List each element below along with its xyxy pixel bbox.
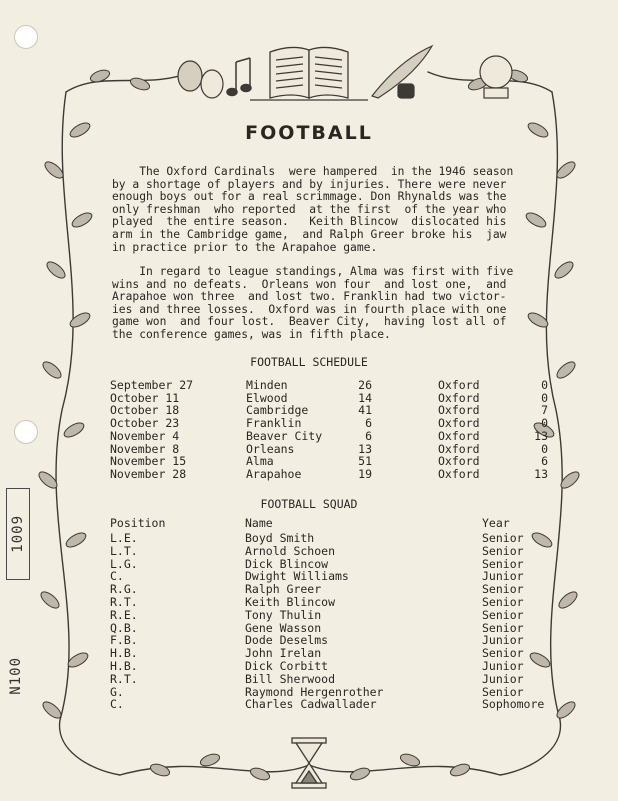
team-score: 13 — [534, 428, 548, 443]
player-position: C. — [110, 569, 124, 584]
opponent-score: 6 — [365, 416, 372, 431]
squad-row — [0, 659, 618, 672]
game-date: November 15 — [110, 454, 187, 469]
team-name: Oxford — [438, 403, 480, 418]
opponent-score: 26 — [358, 378, 372, 392]
team-score: 0 — [541, 416, 548, 431]
schedule-row — [0, 442, 618, 455]
player-year: Senior — [482, 684, 524, 699]
opponent-score: 13 — [358, 441, 372, 456]
squad-heading: FOOTBALL SQUAD — [260, 497, 358, 511]
squad-row — [0, 531, 618, 544]
opponent-name: Franklin — [246, 416, 302, 431]
squad-row — [0, 633, 618, 646]
catalog-code-text: N100 — [8, 657, 24, 695]
team-name: Oxford — [438, 466, 480, 481]
player-position: R.T. — [110, 595, 138, 609]
paragraph-line: in practice prior to the Arapahoe game. — [112, 240, 378, 254]
opponent-name: Alma — [246, 454, 274, 469]
paragraph-2 — [112, 266, 530, 342]
quill-icon — [372, 46, 432, 98]
game-date: November 4 — [110, 428, 180, 443]
squad-row — [0, 621, 618, 634]
opponent-score: 51 — [358, 454, 372, 469]
squad-row — [0, 672, 618, 685]
opponent-score: 14 — [358, 390, 372, 405]
paragraph-line: only freshman who reported at the first of the year who — [112, 202, 507, 216]
page-title: FOOTBALL — [245, 122, 373, 144]
player-year: Senior — [482, 543, 524, 558]
team-name: Oxford — [438, 428, 480, 443]
player-year: Senior — [482, 556, 524, 571]
opponent-name: Orleans — [246, 441, 295, 456]
game-date: October 11 — [110, 390, 180, 405]
schedule-row — [0, 378, 618, 391]
player-year: Junior — [482, 659, 524, 673]
team-name: Oxford — [438, 416, 480, 431]
player-position: Q.B. — [110, 620, 138, 635]
globe-icon — [480, 56, 512, 98]
squad-header-row — [0, 516, 618, 529]
player-position: L.E. — [110, 531, 138, 545]
player-year: Junior — [482, 633, 524, 648]
game-date: October 18 — [110, 403, 180, 418]
player-name: Keith Blincow — [245, 595, 336, 609]
player-name: Boyd Smith — [245, 531, 315, 545]
player-year: Senior — [482, 595, 524, 609]
squad-row — [0, 595, 618, 608]
squad-row — [0, 569, 618, 582]
paragraph-line: the conference games, was in fifth place. — [112, 327, 391, 341]
paragraph-line: enough boys out for a real scrimmage. Don Rhynalds was the — [112, 190, 507, 204]
player-position: G. — [110, 684, 124, 699]
squad-row — [0, 646, 618, 659]
music-notes-icon — [227, 58, 251, 96]
game-date: November 8 — [110, 441, 180, 456]
theatre-masks-icon — [178, 61, 223, 98]
paragraph-line: In regard to league standings, Alma was first with five — [112, 265, 514, 278]
schedule-heading: FOOTBALL SCHEDULE — [250, 355, 368, 369]
player-name: Bill Sherwood — [245, 671, 336, 686]
player-name: Charles Cadwallader — [245, 697, 377, 712]
schedule-row — [0, 416, 618, 429]
opponent-name: Elwood — [246, 390, 288, 405]
player-year: Senior — [482, 531, 524, 545]
squad-row — [0, 582, 618, 595]
paragraph-line: played the entire season. Keith Blincow dislocated his — [112, 215, 507, 229]
year-column-header: Year — [482, 516, 510, 530]
paragraph-line: wins and no defeats. Orleans won four and lost one, and — [112, 277, 507, 291]
schedule-row — [0, 467, 618, 480]
opponent-score: 41 — [358, 403, 372, 418]
player-year: Sophomore — [482, 697, 545, 712]
player-position: R.G. — [110, 582, 138, 597]
player-year: Junior — [482, 569, 524, 584]
player-year: Senior — [482, 582, 524, 597]
player-position: C. — [110, 697, 124, 712]
squad-row — [0, 557, 618, 570]
team-name: Oxford — [438, 441, 480, 456]
paragraph-line: by a shortage of players and by injuries. There were never — [112, 177, 507, 191]
game-date: September 27 — [110, 378, 194, 392]
player-year: Senior — [482, 620, 524, 635]
paragraph-line: game won and four lost. Beaver City, having lost all of — [112, 315, 507, 329]
squad-row — [0, 697, 618, 710]
player-position: H.B. — [110, 659, 138, 673]
paragraph-1 — [112, 166, 530, 254]
player-name: Tony Thulin — [245, 607, 322, 622]
opponent-name: Cambridge — [246, 403, 309, 418]
game-date: October 23 — [110, 416, 180, 431]
team-score: 13 — [534, 466, 548, 481]
player-name: Dode Deselms — [245, 633, 329, 648]
squad-row — [0, 544, 618, 557]
hourglass-icon — [292, 738, 326, 788]
player-name: Raymond Hergenrother — [245, 684, 384, 699]
squad-row — [0, 685, 618, 698]
player-position: R.T. — [110, 671, 138, 686]
team-score: 0 — [541, 378, 548, 392]
team-score: 6 — [541, 454, 548, 469]
player-position: R.E. — [110, 607, 138, 622]
player-name: Ralph Greer — [245, 582, 322, 597]
book-icon — [250, 47, 368, 100]
opponent-score: 6 — [365, 428, 372, 443]
team-score: 0 — [541, 441, 548, 456]
player-name: Dick Corbitt — [245, 659, 329, 673]
player-position: L.T. — [110, 543, 138, 558]
player-name: John Irelan — [245, 646, 322, 661]
player-name: Dick Blincow — [245, 556, 329, 571]
paragraph-line: The Oxford Cardinals were hampered in the 1946 season — [112, 165, 514, 178]
paragraph-line: Arapahoe won three and lost two. Franklin had two victor- — [112, 290, 507, 304]
player-name: Dwight Williams — [245, 569, 349, 584]
squad-row — [0, 608, 618, 621]
team-score: 7 — [541, 403, 548, 418]
player-year: Senior — [482, 607, 524, 622]
position-column-header: Position — [110, 516, 166, 530]
player-position: L.G. — [110, 556, 138, 571]
opponent-name: Arapahoe — [246, 466, 302, 481]
name-column-header: Name — [245, 516, 273, 530]
team-name: Oxford — [438, 378, 480, 392]
team-score: 0 — [541, 390, 548, 405]
player-year: Senior — [482, 646, 524, 661]
team-name: Oxford — [438, 390, 480, 405]
player-name: Gene Wasson — [245, 620, 322, 635]
game-date: November 28 — [110, 466, 187, 481]
opponent-name: Minden — [246, 378, 288, 392]
opponent-name: Beaver City — [246, 428, 323, 443]
schedule-row — [0, 403, 618, 416]
paragraph-line: arm in the Cambridge game, and Ralph Greer broke his jaw — [112, 227, 507, 241]
paragraph-line: ies and three losses. Oxford was in fourth place with one — [112, 302, 507, 316]
team-name: Oxford — [438, 454, 480, 469]
player-position: F.B. — [110, 633, 138, 648]
player-year: Junior — [482, 671, 524, 686]
opponent-score: 19 — [358, 466, 372, 481]
schedule-row — [0, 429, 618, 442]
player-position: H.B. — [110, 646, 138, 661]
schedule-row — [0, 454, 618, 467]
schedule-row — [0, 391, 618, 404]
page-number: 1009 — [10, 515, 26, 553]
player-name: Arnold Schoen — [245, 543, 336, 558]
